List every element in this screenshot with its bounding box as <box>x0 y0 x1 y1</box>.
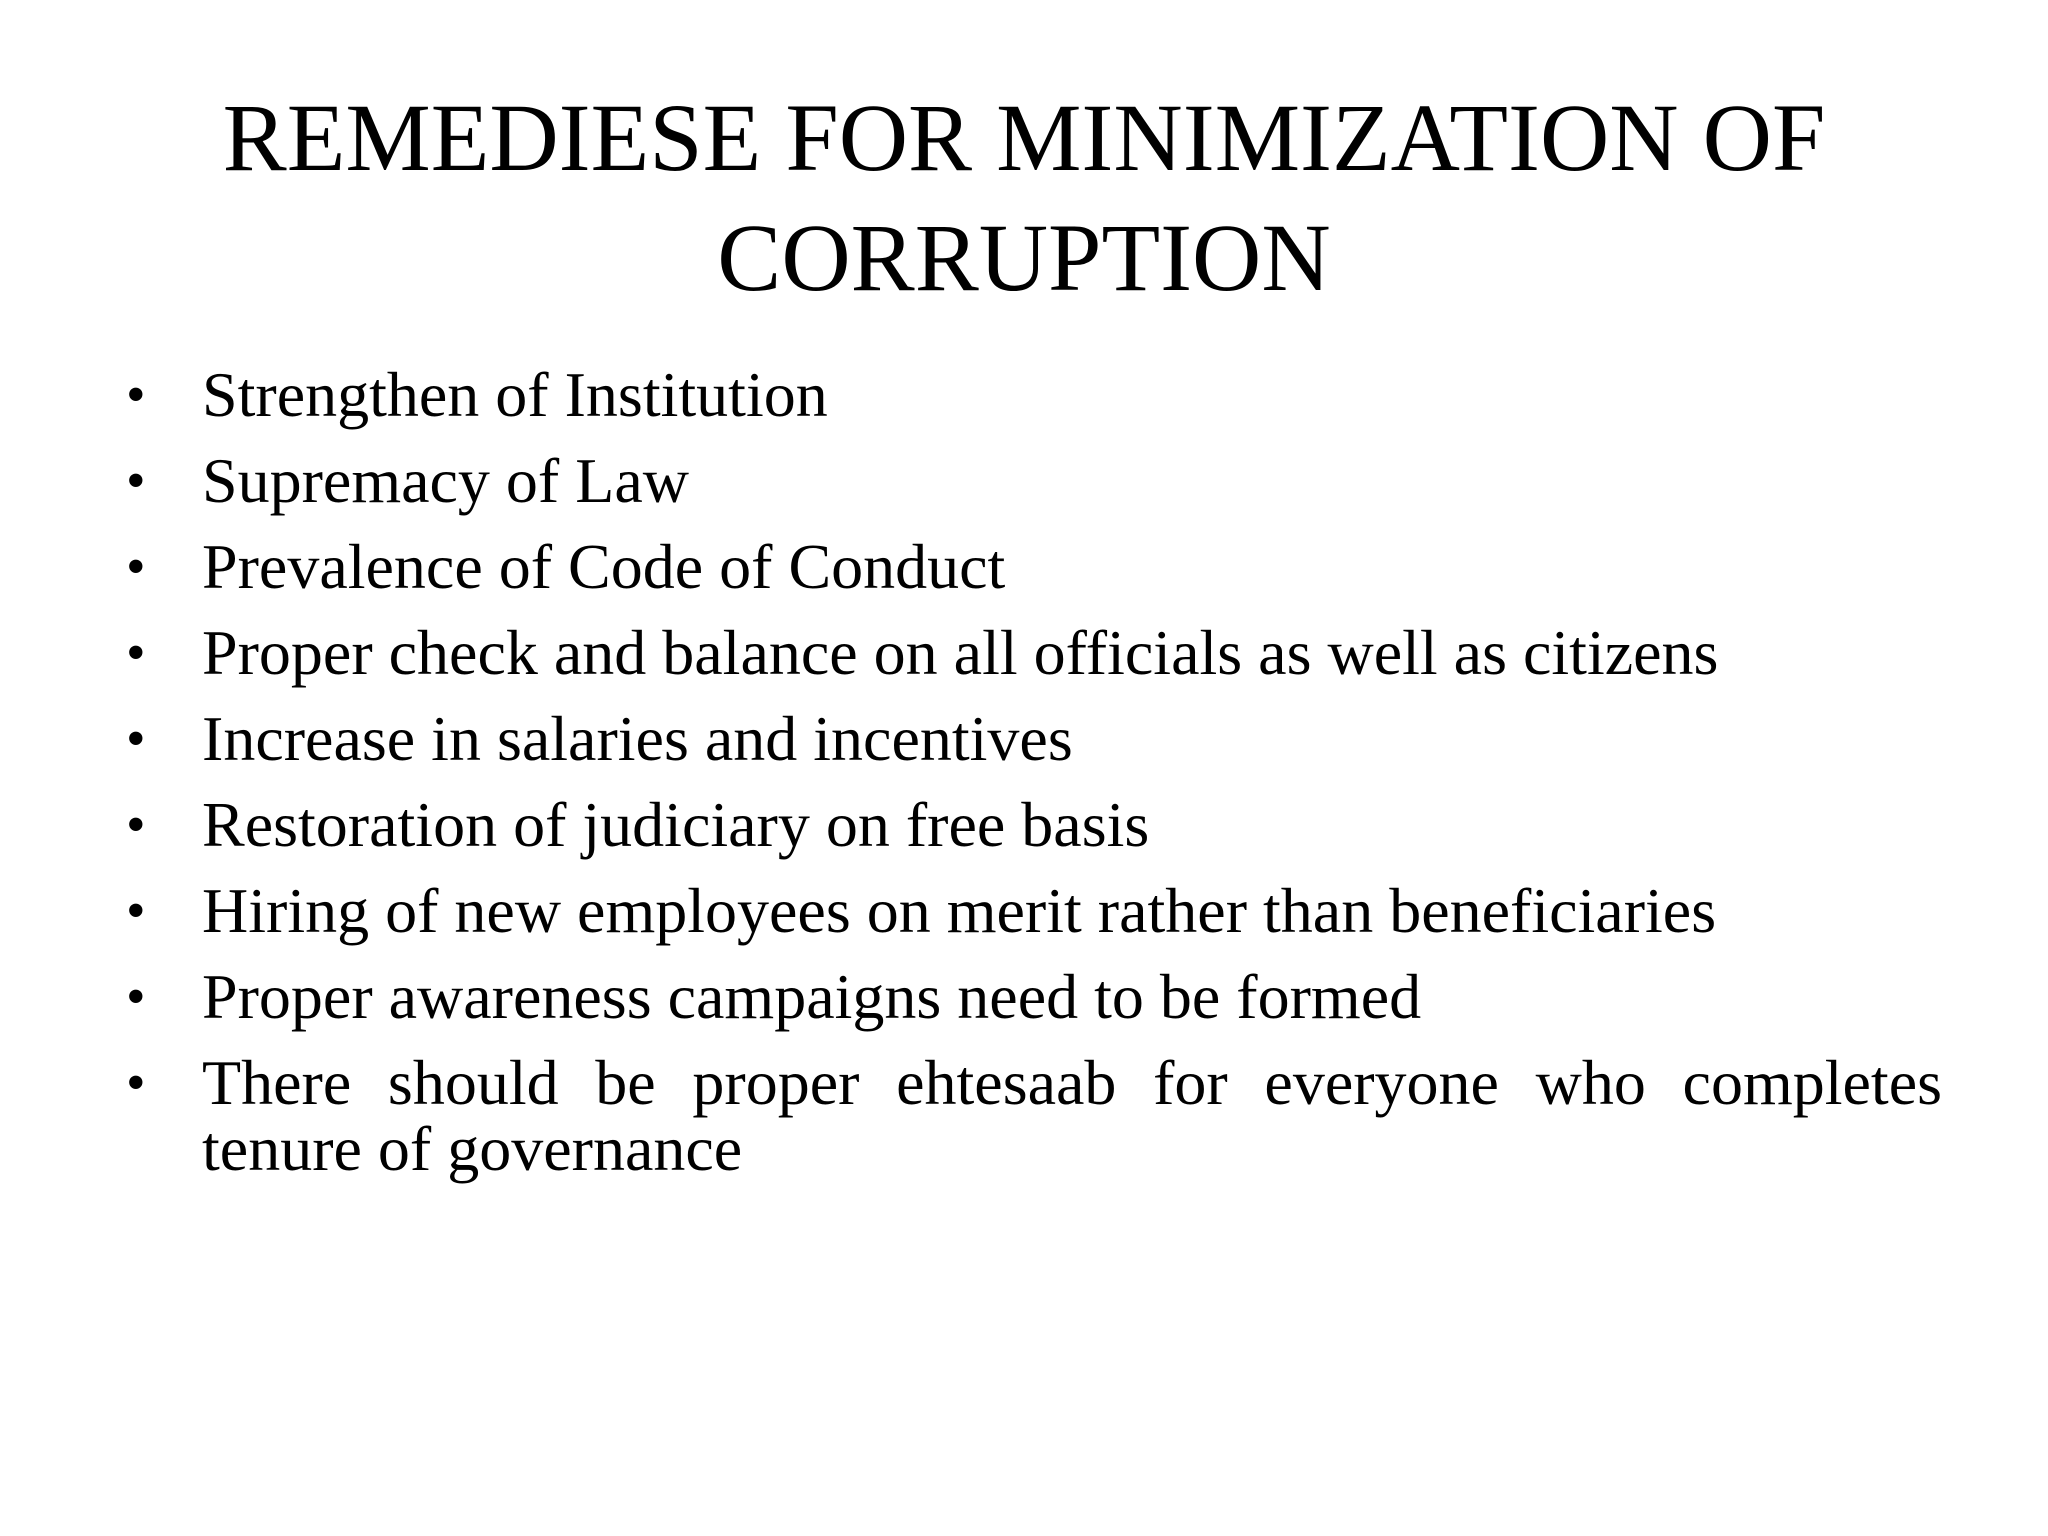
list-item <box>120 445 1942 516</box>
list-item-text: There should be proper ehtesaab for everyone who completes tenure of governance <box>202 1047 1942 1184</box>
list-item-text: Proper awareness campaigns need to be formed <box>202 961 1422 1032</box>
list-item-text: Hiring of new employees on merit rather than beneficiaries <box>202 875 1717 946</box>
slide-title: REMEDIESE FOR MINIMIZATION OF CORRUPTION <box>222 84 1826 311</box>
list-item-text: Prevalence of Code of Conduct <box>202 531 1006 602</box>
list-item <box>120 875 1942 946</box>
list-item-text: Increase in salaries and incentives <box>202 703 1073 774</box>
list-item <box>120 789 1942 860</box>
bullet-icon: • <box>126 450 146 512</box>
bullet-icon: • <box>126 880 146 942</box>
bullet-icon: • <box>126 708 146 770</box>
list-item-text: Restoration of judiciary on free basis <box>202 789 1150 860</box>
list-item-text: Proper check and balance on all officials as well as citizens <box>202 617 1719 688</box>
list-item-text: Supremacy of Law <box>202 445 689 516</box>
list-item <box>120 961 1942 1032</box>
bullet-icon: • <box>126 536 146 598</box>
bullet-icon: • <box>126 622 146 684</box>
bullet-list <box>120 359 1942 1202</box>
bullet-icon: • <box>126 1052 146 1114</box>
list-item <box>120 359 1942 430</box>
list-item <box>120 617 1942 688</box>
bullet-icon: • <box>126 364 146 426</box>
bullet-icon: • <box>126 794 146 856</box>
bullet-icon: • <box>126 966 146 1028</box>
list-item <box>120 1047 1942 1184</box>
list-item-text: Strengthen of Institution <box>202 359 828 430</box>
list-item <box>120 531 1942 602</box>
list-item <box>120 703 1942 774</box>
